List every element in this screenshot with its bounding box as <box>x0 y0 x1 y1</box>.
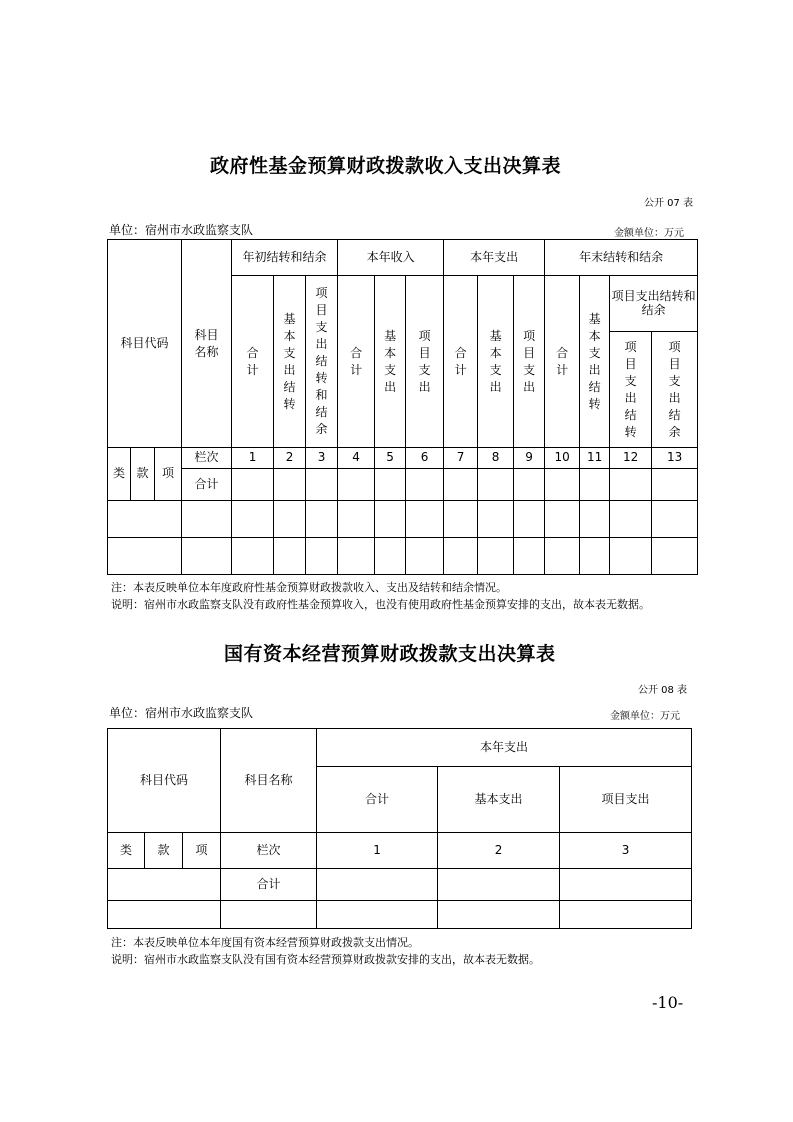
table2-col-basic: 基本支出 <box>438 767 560 833</box>
table1-col-income-proj: 项目支出 <box>406 276 444 448</box>
table1-num-4: 4 <box>338 448 375 469</box>
table1-header-code: 科目代码 <box>108 240 182 448</box>
table1-header-expense: 本年支出 <box>444 240 545 276</box>
table2-header-code: 科目代码 <box>108 729 221 833</box>
table1-lei: 类 <box>108 448 131 501</box>
table1-unit: 单位：宿州市水政监察支队 <box>109 223 254 237</box>
table1 <box>107 239 698 575</box>
table1-col-begin-proj: 项目支出结转和结余 <box>306 276 338 448</box>
table1-col-end-proj: 项目支出结转和结余 <box>610 276 698 332</box>
table1-col-end-proj-surplus: 项目支出结余 <box>652 332 698 448</box>
table1-col-income-basic: 基本支出 <box>375 276 406 448</box>
table1-col-income-total: 合计 <box>338 276 375 448</box>
table1-header-income: 本年收入 <box>338 240 444 276</box>
table-row <box>108 901 692 929</box>
table1-col-begin-basic: 基本支出结转 <box>274 276 306 448</box>
table1-note: 注：本表反映单位本年度政府性基金预算财政拨款收入、支出及结转和结余情况。 <box>111 581 507 594</box>
table2-code: 公开 08 表 <box>638 685 688 696</box>
table1-num-1: 1 <box>232 448 274 469</box>
table1-num-12: 12 <box>610 448 652 469</box>
page-number: -10- <box>652 993 684 1012</box>
table1-num-10: 10 <box>545 448 580 469</box>
table1-num-6: 6 <box>406 448 444 469</box>
table1-num-5: 5 <box>375 448 406 469</box>
table1-money-unit: 金额单位：万元 <box>614 228 684 239</box>
table-row <box>108 538 698 575</box>
table1-header-begin: 年初结转和结余 <box>232 240 338 276</box>
table1-explanation: 说明：宿州市水政监察支队没有政府性基金预算收入，也没有使用政府性基金预算安排的支出，故本表无数据。 <box>111 598 650 611</box>
table1-num-13: 13 <box>652 448 698 469</box>
table1-xiang: 项 <box>155 448 182 501</box>
table1-heji: 合计 <box>182 469 232 501</box>
table1-lanci: 栏次 <box>182 448 232 469</box>
table2-lanci: 栏次 <box>221 833 317 869</box>
table1-num-7: 7 <box>444 448 478 469</box>
table1-col-end-basic: 基本支出结转 <box>580 276 610 448</box>
table2-explanation: 说明：宿州市水政监察支队没有国有资本经营预算财政拨款安排的支出，故本表无数据。 <box>111 953 540 966</box>
table1-col-end-total: 合计 <box>545 276 580 448</box>
table1-col-begin-total: 合计 <box>232 276 274 448</box>
table2-note: 注：本表反映单位本年度国有资本经营预算财政拨款支出情况。 <box>111 936 419 949</box>
table2-xiang: 项 <box>183 833 221 869</box>
table1-num-11: 11 <box>580 448 610 469</box>
table2-col-total: 合计 <box>317 767 438 833</box>
table2-num-3: 3 <box>560 833 692 869</box>
table1-num-9: 9 <box>514 448 545 469</box>
table2-unit: 单位：宿州市水政监察支队 <box>109 706 254 720</box>
table1-col-expense-total: 合计 <box>444 276 478 448</box>
table2-kuan: 款 <box>145 833 183 869</box>
table2-title: 国有资本经营预算财政拨款支出决算表 <box>224 643 556 665</box>
table2-lei: 类 <box>108 833 145 869</box>
table-row <box>108 501 698 538</box>
table1-num-3: 3 <box>306 448 338 469</box>
table1-num-8: 8 <box>478 448 514 469</box>
table1-code: 公开 07 表 <box>644 198 694 209</box>
table2-heji: 合计 <box>221 869 317 901</box>
table1-num-2: 2 <box>274 448 306 469</box>
table2-header-name: 科目名称 <box>221 729 317 833</box>
table1-col-expense-proj: 项目支出 <box>514 276 545 448</box>
table1-header-name: 科目名称 <box>182 240 232 448</box>
table2-header-expense: 本年支出 <box>317 729 692 767</box>
table1-col-expense-basic: 基本支出 <box>478 276 514 448</box>
table1-header-end: 年末结转和结余 <box>545 240 698 276</box>
table1-title: 政府性基金预算财政拨款收入支出决算表 <box>210 155 562 177</box>
table2 <box>107 728 692 929</box>
table2-num-1: 1 <box>317 833 438 869</box>
table2-num-2: 2 <box>438 833 560 869</box>
table2-col-proj: 项目支出 <box>560 767 692 833</box>
table1-col-end-proj-carry: 项目支出结转 <box>610 332 652 448</box>
table2-money-unit: 金额单位：万元 <box>610 711 680 722</box>
table1-kuan: 款 <box>131 448 155 501</box>
